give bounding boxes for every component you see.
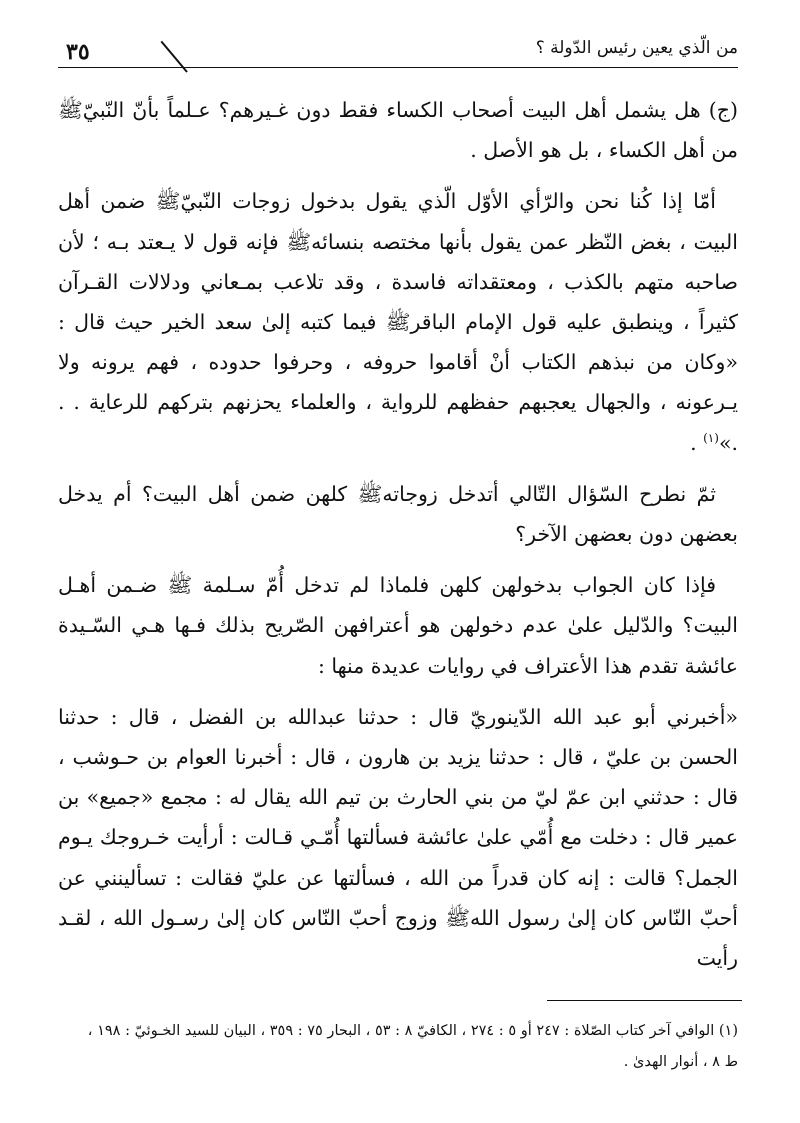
running-title: من الّذي يعين رئيس الدّولة ؟ xyxy=(535,38,738,58)
footnote-line: ط ٨ ، أنوار الهدىٰ . xyxy=(623,1054,738,1070)
paragraph: «أخبرني أبو عبد الله الدّينوريّ قال : حدثنا عبدالله بن الفضل ، قال : حدثنا الحسن بن عليّ ، قال : حدثنا يزيد بن هارون ، قال : أخبرنا العوام بن حـوشب ، قال : حدثني ابن عمّ ليّ من بني الحارث بن تيم الله يقال له : مجمع «جميع» بن عمير قال : دخلت مع أُمّي علىٰ عائشة فسألتها أُمّـي قـالت : أرأيت خـروجك يـوم الجمل؟ قالت : إنه كان قدراً من الله ، فسألتها عن عليّ فقالت : تسألينني عن أحبّ النّاس كان إلىٰ رسول اللهﷺ وزوج أحبّ النّاس كان إلىٰ رسـول الله ، لقـد رأيت xyxy=(58,704,738,971)
header-rule xyxy=(58,67,738,68)
paragraph: فإذا كان الجواب بدخولهن كلهن فلماذا لم تدخل أُمّ سـلمة ﷺ ضـمن أهـل البيت؟ والدّليل علىٰ عدم دخولهن هو أعترافهن الصّريح بذلك فـها هـي السّـيدة عائشة تقدم هذا الأعتراف في روايات عديدة منها : xyxy=(58,573,738,678)
footnote-line: (١) الوافي آخر كتاب الصّلاة : ٢٤٧ أو ٥ : ٢٧٤ ، الكافيّ ٨ : ٥٣ ، البحار ٧٥ : ٣٥٩ ، البيان للسيد الخـوئيّ : ١٩٨ ، xyxy=(87,1023,738,1039)
paragraph: ثمّ نطرح السّؤال التّالي أتدخل زوجاتهﷺ كلهن ضمن أهل البيت؟ أم يدخل بعضهن دون بعضهن الآخر؟ xyxy=(58,481,738,547)
footnote-divider xyxy=(547,1000,742,1001)
footnote-ref: (١) xyxy=(703,430,719,445)
footnote xyxy=(58,1016,738,1078)
paragraph: أمّا إذا كُنا نحن والرّأي الأوّل الّذي يقول بدخول زوجات النّبيّﷺ ضمن أهل البيت ، بغض النّظر عمن يقول بأنها مختصه بنسائهﷺ فإنه قول لا يـعتد بـه ؛ لأن صاحبه متهم بالكذب ، ومعتقداته فاسدة ، وقد تلاعب بمـعاني ودلالات القـرآن كثيراً ، وينطبق عليه قول الإمام الباقرﷺ فيما كتبه إلىٰ سعد الخير حيث قال : «وكان من نبذهم الكتاب أنْ أقاموا حروفه ، وحرفوا حدوده ، فهم يرونه ولا يـرعونه ، والجهال يعجبهم حفظهم للرواية ، والعلماء يحزنهم بتركهم للرعاية . . .»$^{(١)}$ . xyxy=(58,189,738,455)
paragraph: (ج) هل يشمل أهل البيت أصحاب الكساء فقط دون غـيرهم؟ عـلماً بأنّ النّبيّﷺ من أهل الكساء ، بل هو الأصل . xyxy=(58,98,738,163)
main-text xyxy=(58,90,738,989)
page-number: ٣٥ xyxy=(66,39,90,65)
page-header xyxy=(58,36,738,70)
